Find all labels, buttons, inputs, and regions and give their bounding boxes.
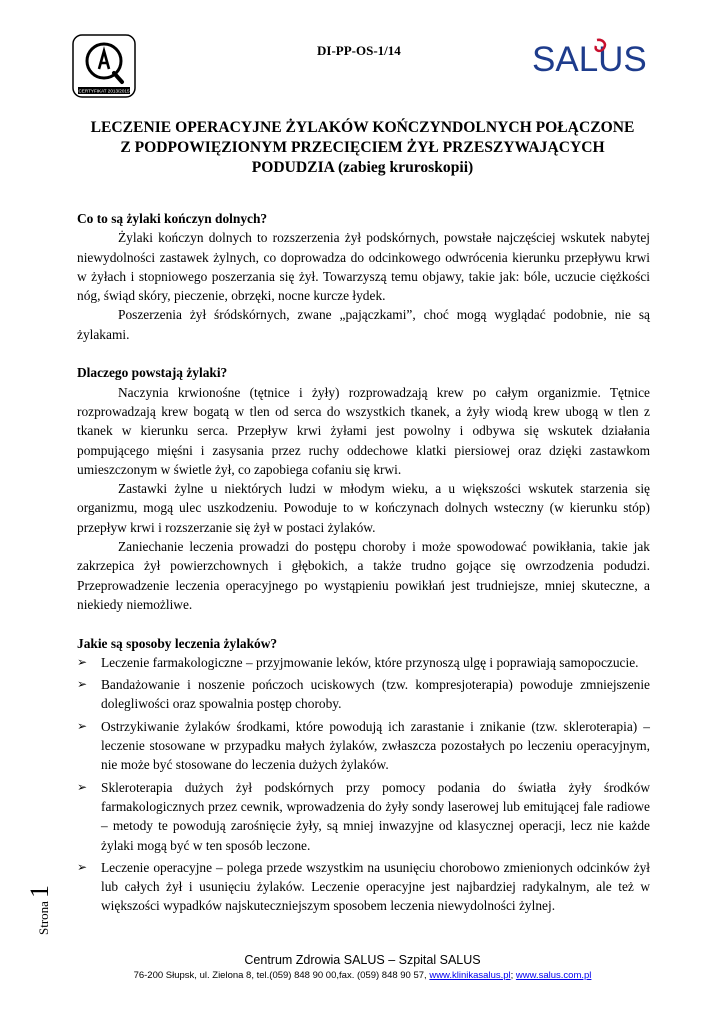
document-title: LECZENIE OPERACYJNE ŻYLAKÓW KOŃCZYNDOLNYCH POŁĄCZONE Z PODPOWIĘZIONYM PRZECIĘCIEM ŻYŁ PRZESZYWAJĄCYCH PODUDZIA (zabieg kruroskopii) (90, 119, 635, 176)
list-item: ➢ Leczenie farmakologiczne – przyjmowanie leków, które przynoszą ulgę i poprawiają samopoczucie. (77, 653, 650, 672)
paragraph: Naczynia krwionośne (tętnice i żyły) rozprowadzają krew po całym organizmie. Tętnice rozprowadzają krew bogatą w tlen od serca do wszystkich tkanek, a żyły wiodą krew ubogą w tlen z tkanek w kierunku serca. Przepływ krwi żyłami jest powolny i odbywa się wskutek działania pompującego mięśni i zasysania przez ruchy oddechowe klatki piersiowej oraz dzięki zastawkom umieszczonym w świetle żył, co zapobiega cofaniu się krwi. (77, 384, 650, 477)
paragraph: Poszerzenia żył śródskórnych, zwane „pajączkami”, choć mogą wyglądać podobnie, nie są żylakami. (77, 307, 650, 342)
website-link[interactable]: www.salus.com.pl (515, 970, 592, 981)
section-heading: Co to są żylaki kończyn dolnych? (77, 211, 268, 226)
footer-organization: Centrum Zdrowia SALUS – Szpital SALUS (244, 953, 481, 967)
footer-address: 76-200 Słupsk, ul. Zielona 8, tel.(059) 848 90 00,fax. (059) 848 90 57, www.klinikasalus.pl; www.salus.com.pl (133, 970, 592, 981)
paragraph: Żylaki kończyn dolnych to rozszerzenia żył podskórnych, powstałe najczęściej wskutek nabytej niewydolności zastawek żylnych, co doprowadza do odcinkowego odwrócenia kierunku przepływu krwi w żyłach i stopniowego poszerzania się żył. Towarzyszą temu objawy, takie jak: bóle, uczucie ciężkości nóg, świąd skóry, pieczenie, obrzęki, nocne kurcze łydek. (77, 230, 650, 304)
list-item: ➢ Skleroterapia dużych żył podskórnych przy pomocy podania do światła żyły środków farmakologicznych przez cewnik, wprowadzenia do żyły sondy laserowej lub emitującej fale radiowe – metody te powodują zarośnięcie żyły, są mniej inwazyjne od klasycznej operacji, lecz nie każde żylaki mogą być w ten sposób leczone. (77, 779, 650, 853)
list-item: ➢ Leczenie operacyjne – polega przede wszystkim na usunięciu chorobowo zmienionych odcinków żył lub całych żył i usunięciu żylaków. Leczenie operacyjne jest najbardziej radykalnym, ale też w większości wypadków najskuteczniejszym sposobem leczenia niewydolności żylnej. (77, 859, 650, 914)
treatment-methods-list (77, 653, 650, 916)
section-heading: Jakie są sposoby leczenia żylaków? (77, 635, 278, 651)
list-item: ➢ Ostrzykiwanie żylaków środkami, które powodują ich zarastanie i znikanie (tzw. skleroterapia) – leczenie stosowane w przypadku małych żylaków, zwłaszcza pozostałych po leczeniu operacyjnym, nie może być stosowane do leczenia dużych żylaków. (77, 718, 650, 773)
arrow-bullet-icon: ➢ (77, 779, 88, 794)
salus-logo (530, 38, 656, 76)
document-code: DI-PP-OS-1/14 (317, 43, 401, 58)
section-heading: Dlaczego powstają żylaki? (77, 365, 228, 381)
document-body (77, 209, 650, 919)
list-item: ➢ Bandażowanie i noszenie pończoch uciskowych (tzw. kompresjoterapia) powoduje zmniejszenie dolegliwości oraz spowalnia postęp choroby. (77, 677, 650, 712)
brand-name: SALUS (532, 40, 647, 76)
page-number-label: Strona1 (25, 885, 54, 935)
arrow-bullet-icon: ➢ (77, 859, 88, 874)
website-link[interactable]: www.klinikasalus.pl (429, 970, 511, 981)
quality-certificate-logo (72, 34, 136, 98)
arrow-bullet-icon: ➢ (77, 654, 88, 669)
arrow-bullet-icon: ➢ (77, 677, 88, 692)
page-number: 1 (25, 885, 54, 899)
cert-logo-text: CERTYFIKAT 2013/2015 (78, 88, 130, 94)
paragraph: Zaniechanie leczenia prowadzi do postępu choroby i może spowodować powikłania, takie jak zakrzepica żył powierzchownych i głębokich, a także trudno gojące się owrzodzenia podudzi. Przeprowadzenie leczenia operacyjnego po wystąpieniu powikłań jest trudniejsze, mniej skuteczne, a niekiedy niemożliwe. (77, 539, 650, 612)
paragraph: Zastawki żylne u niektórych ludzi w młodym wieku, a u większości wskutek starzenia się organizmu, mogą ulec uszkodzeniu. Powoduje to w kończynach dolnych wsteczny (w kierunku stóp) przepływ krwi i rozszerzanie się żył w postaci żylaków. (77, 481, 650, 535)
arrow-bullet-icon: ➢ (77, 718, 88, 733)
